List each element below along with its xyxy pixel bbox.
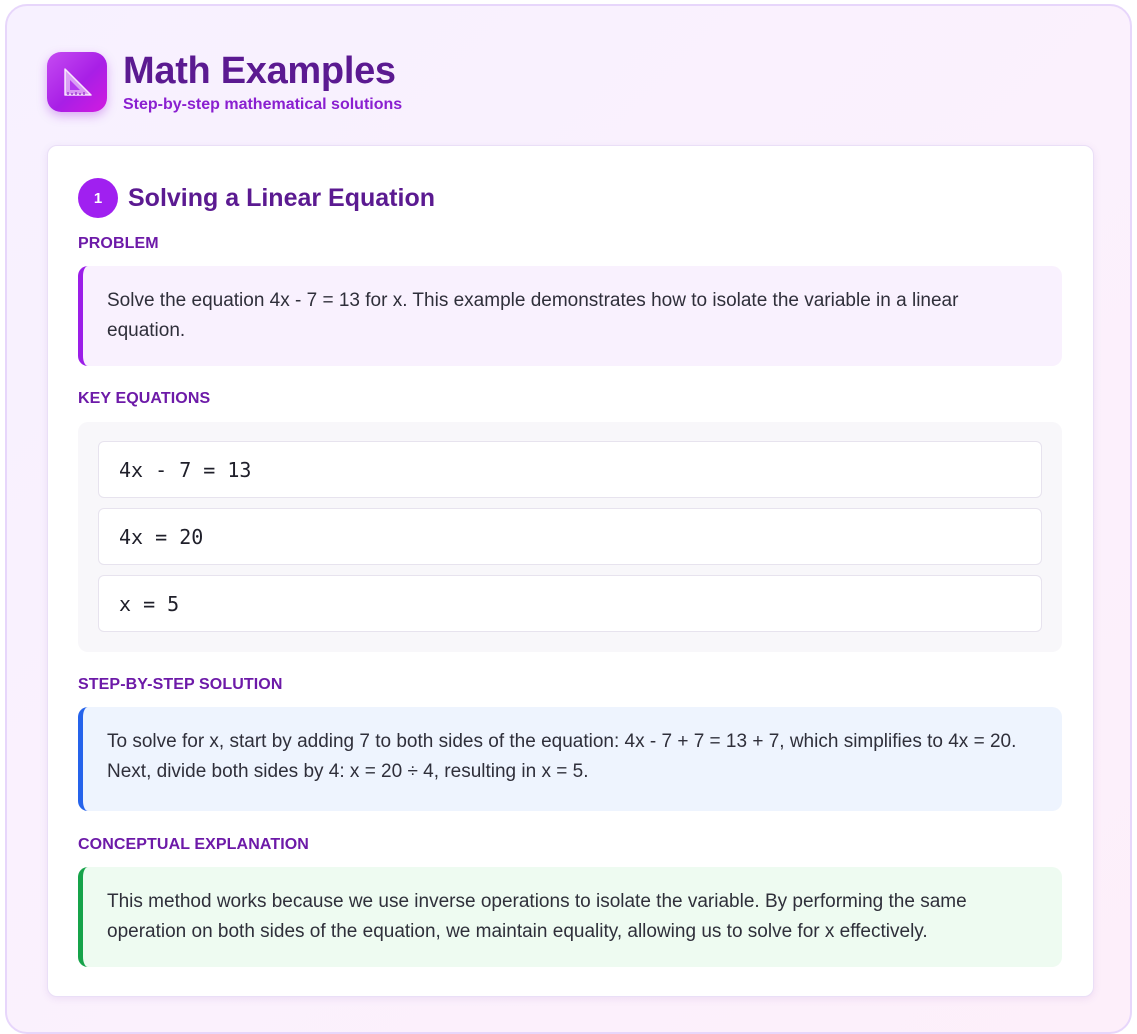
solution-label: STEP-BY-STEP SOLUTION <box>78 676 283 693</box>
equation-row: 4x = 20 <box>98 508 1042 565</box>
equation-row: x = 5 <box>98 575 1042 632</box>
app-title: Math Examples <box>123 50 396 92</box>
problem-text: Solve the equation 4x - 7 = 13 for x. This example demonstrates how to isolate the variable in a linear equation. <box>107 290 959 341</box>
title-group <box>123 50 402 114</box>
key-equations-panel <box>78 422 1062 652</box>
key-equations-label: KEY EQUATIONS <box>78 390 211 407</box>
problem-label: PROBLEM <box>78 235 159 252</box>
example-header <box>78 178 435 218</box>
concept-box <box>78 867 1062 967</box>
page-header <box>47 51 402 113</box>
app-subtitle: Step-by-step mathematical solutions <box>123 96 403 113</box>
example-title: Solving a Linear Equation <box>128 183 435 212</box>
example-number-badge: 1 <box>78 178 118 218</box>
concept-text: This method works because we use inverse operations to isolate the variable. By performing the same operation on both sides of the equation, we maintain equality, allowing us to solve for x effectively. <box>107 891 967 942</box>
solution-box <box>78 707 1062 811</box>
problem-box <box>78 266 1062 366</box>
triangle-ruler-icon <box>47 52 107 112</box>
concept-label: CONCEPTUAL EXPLANATION <box>78 836 309 853</box>
solution-text: To solve for x, start by adding 7 to both sides of the equation: 4x - 7 + 7 = 13 + 7, which simplifies to 4x = 20. Next, divide both sides by 4: x = 20 ÷ 4, resulting in x = 5. <box>107 731 1017 782</box>
page-container <box>5 4 1132 1034</box>
equation-row: 4x - 7 = 13 <box>98 441 1042 498</box>
example-card <box>47 145 1094 997</box>
